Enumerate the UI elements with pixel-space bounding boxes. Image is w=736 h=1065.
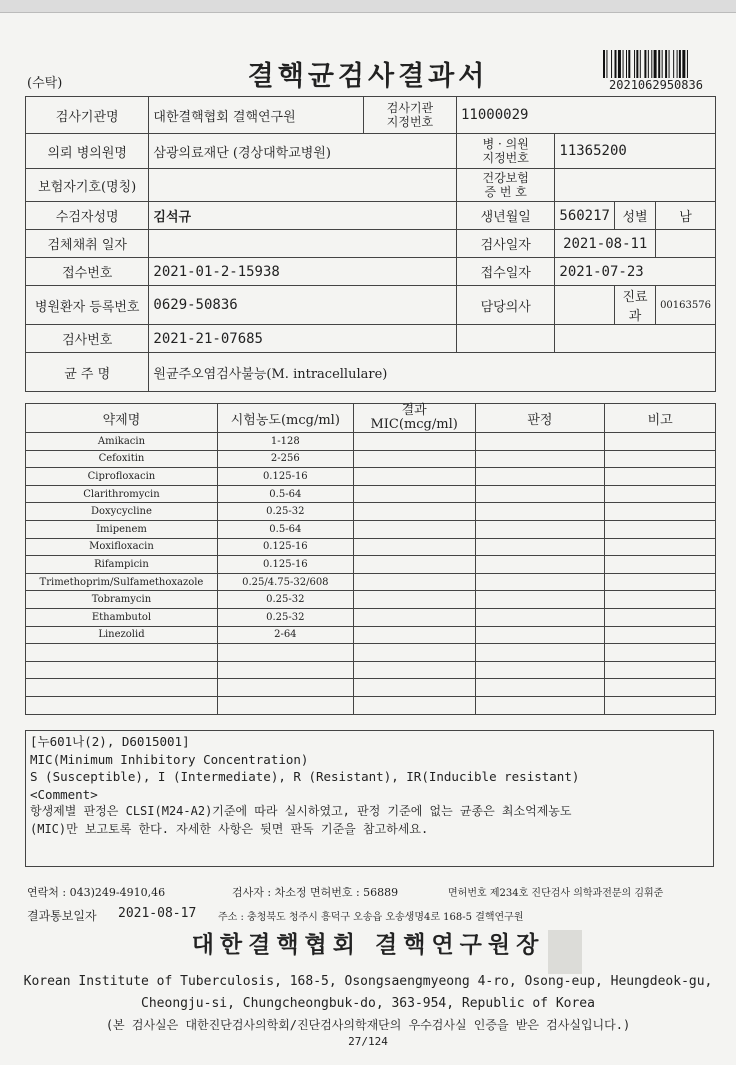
- conc-cell: 2-256: [217, 450, 353, 468]
- table-row: [26, 591, 716, 609]
- result-cell: [353, 433, 475, 451]
- remarks-cell: [605, 608, 716, 626]
- conc-cell: 0.5-64: [217, 485, 353, 503]
- table-row: [26, 538, 716, 556]
- empty-cell: [217, 679, 353, 697]
- judgment-cell: [475, 450, 605, 468]
- conc-cell: 0.25-32: [217, 591, 353, 609]
- remarks-cell: [605, 485, 716, 503]
- barcode-bar: [665, 50, 667, 78]
- judgment-cell: [475, 591, 605, 609]
- result-cell: [353, 608, 475, 626]
- receipt-no-value: 2021-01-2-15938: [149, 258, 457, 286]
- conc-cell: 0.5-64: [217, 520, 353, 538]
- hospital-code-label-1: 병 · 의원: [482, 137, 529, 151]
- page-number: 27/124: [348, 1035, 388, 1048]
- notes-line-2: MIC(Minimum Inhibitory Concentration): [30, 751, 309, 767]
- test-no-value: 2021-21-07685: [149, 325, 457, 353]
- remarks-cell: [605, 556, 716, 574]
- english-address-2: Cheongju-si, Chungcheongbuk-do, 363-954, Republic of Korea: [141, 996, 595, 1011]
- agency-value: 대한결핵협회 결핵연구원: [149, 97, 364, 134]
- dept-value: 00163576: [656, 286, 716, 325]
- header-result-1: 결과: [401, 403, 427, 418]
- barcode-bar: [618, 50, 621, 78]
- result-cell: [353, 556, 475, 574]
- result-cell: [353, 520, 475, 538]
- certification: (본 검사실은 대한진단검사의학회/진단검사의학재단의 우수검사실 인증을 받은 검사실입니다.): [105, 1018, 631, 1032]
- barcode-bar: [644, 50, 646, 78]
- empty-cell: [605, 644, 716, 662]
- header-result: [353, 404, 475, 433]
- health-label-1: 건강보험: [482, 171, 529, 185]
- agency-code-label-1: 검사기관: [386, 101, 434, 115]
- remarks-cell: [605, 433, 716, 451]
- result-cell: [353, 591, 475, 609]
- barcode-bar: [687, 50, 688, 78]
- empty-cell: [217, 644, 353, 662]
- table-row-empty: [26, 696, 716, 714]
- page-title: 결핵균검사결과서: [247, 61, 489, 92]
- table-row: [26, 485, 716, 503]
- barcode-bar: [679, 50, 681, 78]
- health-label-2: 증 번 호: [484, 185, 527, 199]
- drug-name-cell: Tobramycin: [26, 591, 218, 609]
- result-cell: [353, 468, 475, 486]
- table-row: [26, 556, 716, 574]
- empty-cell: [26, 644, 218, 662]
- copy-label: (수탁): [27, 76, 63, 91]
- insurance-label: 보험자기호(명칭): [26, 169, 149, 202]
- barcode-bar: [634, 50, 635, 78]
- barcode-bar: [669, 50, 670, 78]
- barcode-number: 2021062950836: [609, 78, 703, 92]
- barcode-bar: [682, 50, 685, 78]
- empty-cell: [353, 696, 475, 714]
- drug-name-cell: Trimethoprim/Sulfamethoxazole: [26, 573, 218, 591]
- conc-cell: 0.125-16: [217, 556, 353, 574]
- address: 주소 : 충청북도 청주시 흥덕구 오송읍 오송생명4로 168-5 결핵연구원: [218, 912, 524, 923]
- remarks-cell: [605, 573, 716, 591]
- conc-cell: 0.25/4.75-32/608: [217, 573, 353, 591]
- patient-reg-value: 0629-50836: [149, 286, 457, 325]
- judgment-cell: [475, 485, 605, 503]
- table-row-empty: [26, 644, 716, 662]
- conc-cell: 0.25-32: [217, 503, 353, 521]
- test-no-blank-2: [555, 325, 716, 353]
- judgment-cell: [475, 520, 605, 538]
- agency-label: 검사기관명: [26, 97, 149, 134]
- empty-cell: [353, 644, 475, 662]
- organism-value: 원균주오염검사불능(M. intracellulare): [149, 353, 716, 392]
- empty-cell: [26, 679, 218, 697]
- notes-box: [25, 730, 714, 867]
- hospital-code-label-2: 지정번호: [482, 151, 529, 165]
- barcode-bar: [654, 50, 657, 78]
- report-date-label: 결과통보일자: [27, 909, 97, 923]
- hospital-code-value: 11365200: [555, 134, 716, 169]
- empty-cell: [475, 644, 605, 662]
- birth-value: 560217: [555, 202, 615, 230]
- result-cell: [353, 626, 475, 644]
- judgment-cell: [475, 556, 605, 574]
- barcode-bar: [677, 50, 678, 78]
- drug-name-cell: Cefoxitin: [26, 450, 218, 468]
- result-cell: [353, 573, 475, 591]
- empty-cell: [217, 696, 353, 714]
- remarks-cell: [605, 468, 716, 486]
- judgment-cell: [475, 573, 605, 591]
- result-cell: [353, 538, 475, 556]
- examiner: 검사자 : 차소정 면허번호 : 56889: [232, 886, 399, 899]
- doctor-value: [555, 286, 615, 325]
- judgment-cell: [475, 503, 605, 521]
- notes-line-5: 항생제별 판정은 CLSI(M24-A2)기준에 따라 실시하였고, 판정 기준에 없는 균종은 최소억제농도: [30, 804, 572, 818]
- hospital-value: 삼광의료재단 (경상대학교병원): [149, 134, 457, 169]
- agency-code-label: [363, 97, 456, 134]
- barcode-bar: [636, 50, 638, 78]
- remarks-cell: [605, 503, 716, 521]
- empty-cell: [475, 661, 605, 679]
- result-cell: [353, 503, 475, 521]
- empty-cell: [217, 661, 353, 679]
- remarks-cell: [605, 626, 716, 644]
- receipt-date-value: 2021-07-23: [555, 258, 716, 286]
- remarks-cell: [605, 591, 716, 609]
- test-date-blank: [656, 230, 716, 258]
- result-cell: [353, 485, 475, 503]
- notes-line-3: S (Susceptible), I (Intermediate), R (Resistant), IR(Inducible resistant): [30, 769, 580, 784]
- result-cell: [353, 450, 475, 468]
- barcode-icon: [603, 50, 711, 78]
- sex-value: 남: [656, 202, 716, 230]
- collect-label: 검체채취 일자: [26, 230, 149, 258]
- table-row: [26, 608, 716, 626]
- test-date-label: 검사일자: [457, 230, 555, 258]
- empty-cell: [605, 679, 716, 697]
- empty-cell: [475, 696, 605, 714]
- agency-code-label-2: 지정번호: [386, 115, 434, 129]
- table-row-empty: [26, 679, 716, 697]
- header-conc: 시험농도(mcg/ml): [217, 404, 353, 433]
- header-judgment: 판정: [475, 404, 605, 433]
- notes-line-1: [누601나(2), D6015001]: [30, 734, 190, 749]
- barcode-bar: [651, 50, 652, 78]
- notes-line-4: <Comment>: [30, 786, 98, 802]
- top-edge: [0, 0, 736, 13]
- health-value: [555, 169, 716, 202]
- conc-cell: 2-64: [217, 626, 353, 644]
- barcode-bar: [640, 50, 641, 78]
- drug-name-cell: Rifampicin: [26, 556, 218, 574]
- barcode-bar: [658, 50, 660, 78]
- table-row: [26, 503, 716, 521]
- english-address-1: Korean Institute of Tuberculosis, 168-5, Osongsaengmyeong 4-ro, Osong-eup, Heungdeok-gu,: [23, 974, 713, 989]
- drug-name-cell: Ethambutol: [26, 608, 218, 626]
- hospital-code-label: [457, 134, 555, 169]
- test-date-value: 2021-08-11: [555, 230, 656, 258]
- dept-label: 진료과: [614, 286, 655, 325]
- remarks-cell: [605, 450, 716, 468]
- patient-reg-label: 병원환자 등록번호: [26, 286, 149, 325]
- sex-label: 성별: [614, 202, 655, 230]
- table-row-empty: [26, 661, 716, 679]
- birth-label: 생년월일: [457, 202, 555, 230]
- doctor-label: 담당의사: [457, 286, 555, 325]
- barcode-bar: [626, 50, 627, 78]
- table-row: [26, 573, 716, 591]
- barcode-bar: [611, 50, 612, 78]
- organism-label: 균 주 명: [26, 353, 149, 392]
- insurance-value: [149, 169, 457, 202]
- drug-name-cell: Doxycycline: [26, 503, 218, 521]
- test-no-label: 검사번호: [26, 325, 149, 353]
- barcode-bar: [603, 50, 605, 78]
- header-remarks: 비고: [605, 404, 716, 433]
- judgment-cell: [475, 608, 605, 626]
- barcode-bar: [662, 50, 663, 78]
- empty-cell: [353, 679, 475, 697]
- empty-cell: [605, 661, 716, 679]
- barcode-bar: [623, 50, 624, 78]
- header-drug: 약제명: [26, 404, 218, 433]
- test-no-blank-1: [457, 325, 555, 353]
- empty-cell: [26, 661, 218, 679]
- remarks-cell: [605, 538, 716, 556]
- receipt-no-label: 접수번호: [26, 258, 149, 286]
- collect-value: [149, 230, 457, 258]
- notes-line-6: (MIC)만 보고토록 한다. 자세한 사항은 뒷면 판독 기준을 참고하세요.: [30, 821, 429, 836]
- hospital-label: 의뢰 병의원명: [26, 134, 149, 169]
- contact: 연락처 : 043)249-4910,46: [27, 886, 166, 899]
- institute-name: 대한결핵협회 결핵연구원장: [191, 931, 545, 958]
- agency-code-value: 11000029: [457, 97, 716, 134]
- judgment-cell: [475, 538, 605, 556]
- drug-name-cell: Ciprofloxacin: [26, 468, 218, 486]
- drug-table: [25, 403, 716, 715]
- remarks-cell: [605, 520, 716, 538]
- barcode-bar: [648, 50, 649, 78]
- conc-cell: 0.125-16: [217, 468, 353, 486]
- report-date: 2021-08-17: [118, 906, 197, 921]
- empty-cell: [353, 661, 475, 679]
- patient-value: 김석규: [149, 202, 457, 230]
- drug-name-cell: Clarithromycin: [26, 485, 218, 503]
- judgment-cell: [475, 468, 605, 486]
- health-label: [457, 169, 555, 202]
- patient-label: 수검자성명: [26, 202, 149, 230]
- drug-name-cell: Linezolid: [26, 626, 218, 644]
- drug-name-cell: Moxifloxacin: [26, 538, 218, 556]
- barcode-bar: [673, 50, 674, 78]
- drug-table-body: [26, 433, 716, 715]
- license: 면허번호 제234호 진단검사 의학과전문의 김휘준: [448, 888, 664, 899]
- conc-cell: 1-128: [217, 433, 353, 451]
- table-row: [26, 433, 716, 451]
- table-row: [26, 468, 716, 486]
- empty-cell: [475, 679, 605, 697]
- table-row: [26, 450, 716, 468]
- conc-cell: 0.125-16: [217, 538, 353, 556]
- judgment-cell: [475, 433, 605, 451]
- conc-cell: 0.25-32: [217, 608, 353, 626]
- empty-cell: [605, 696, 716, 714]
- judgment-cell: [475, 626, 605, 644]
- empty-cell: [26, 696, 218, 714]
- barcode-bar: [615, 50, 617, 78]
- table-row: [26, 626, 716, 644]
- patient-info-table: [25, 96, 716, 392]
- receipt-date-label: 접수일자: [457, 258, 555, 286]
- drug-name-cell: Imipenem: [26, 520, 218, 538]
- barcode-bar: [628, 50, 630, 78]
- drug-name-cell: Amikacin: [26, 433, 218, 451]
- header-result-2: MIC(mcg/ml): [370, 417, 458, 432]
- barcode-bar: [606, 50, 607, 78]
- table-row: [26, 520, 716, 538]
